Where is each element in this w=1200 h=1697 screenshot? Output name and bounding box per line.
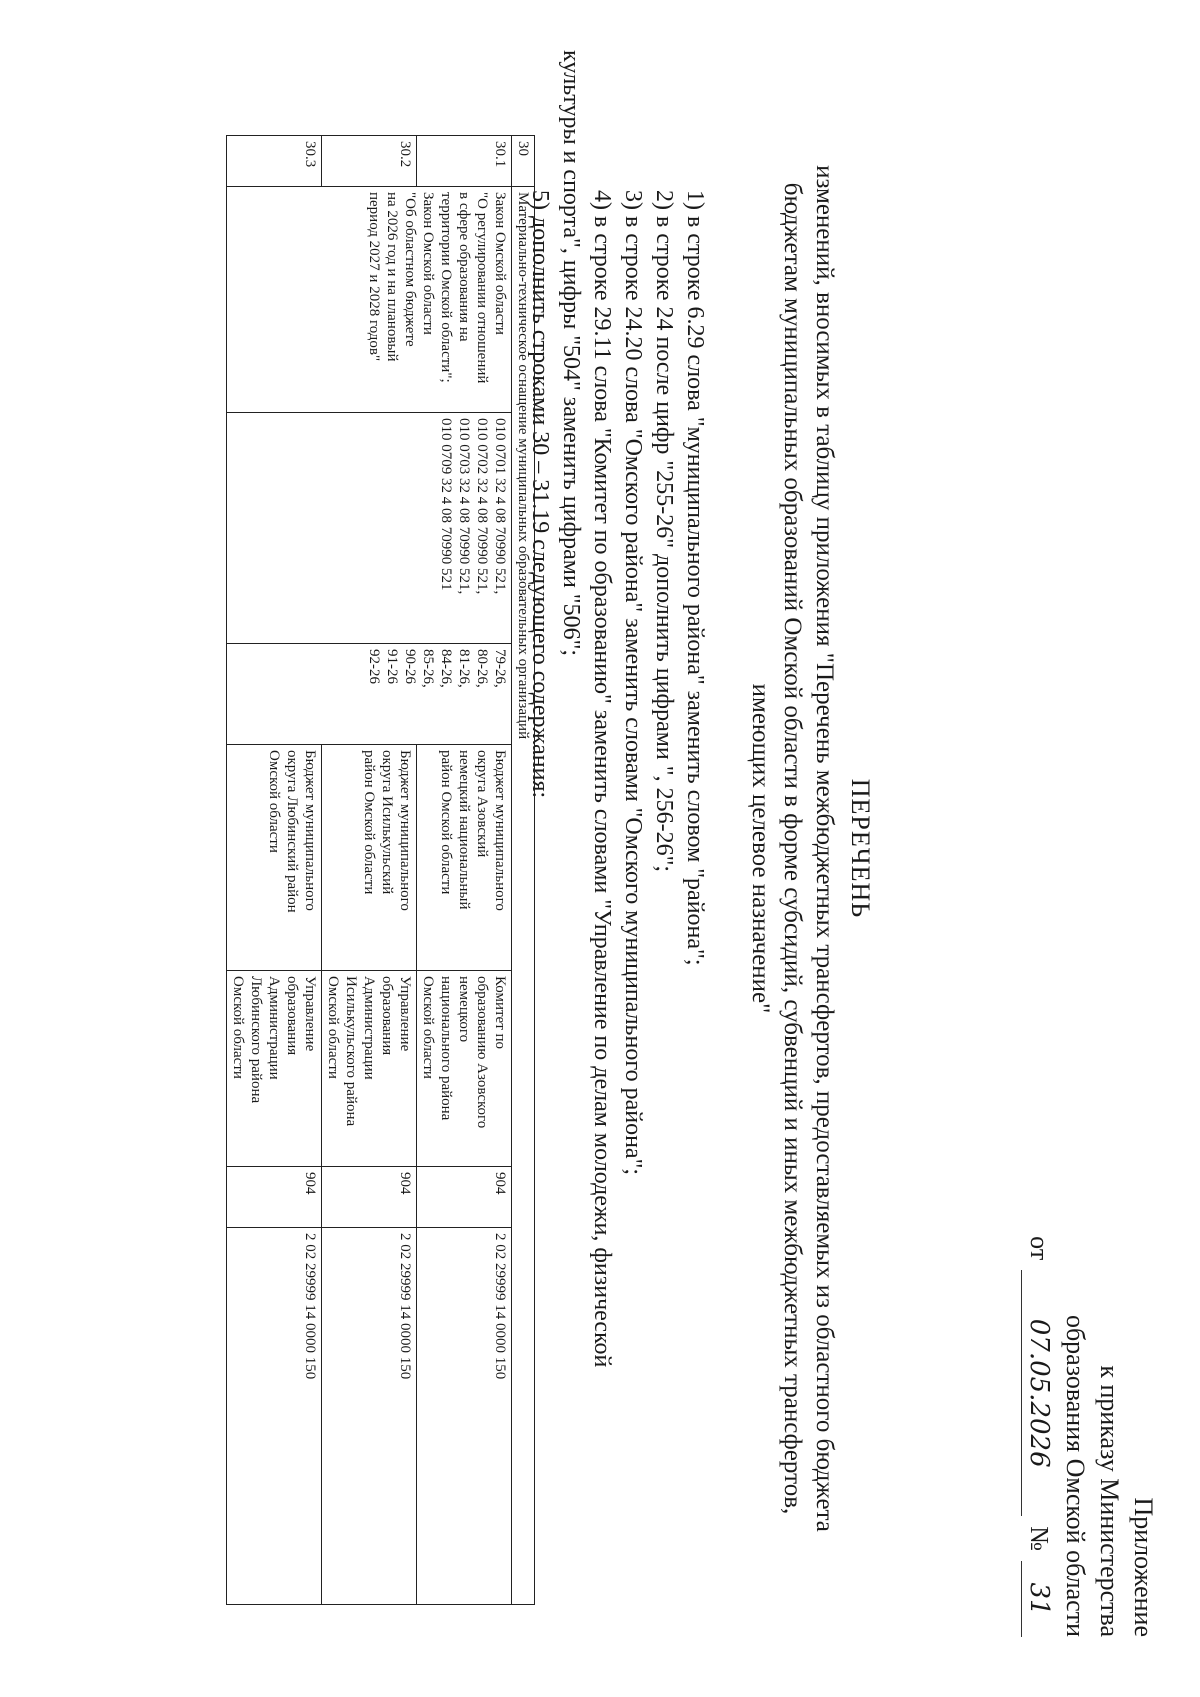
table-row [417,136,512,1605]
date-number-line [1021,1167,1056,1637]
administrator-cell [322,971,417,1167]
change-item: 1) в строке 6.29 слова "муниципального района" заменить словом "района"; [682,190,708,966]
revenue-code-cell: 2 02 29999 14 0000 150 [227,1228,322,1605]
row-number: 30.2 [322,136,417,187]
administrator-cell [417,971,512,1167]
act-number: 81-26, [456,649,472,688]
change-item: 3) в строке 24.20 слова "Омского района" заменить словами "Омского муниципального района"; [620,190,646,1176]
kbk-line: 010 0701 32 4 08 70990 521, [492,418,508,595]
admin-code-cell: 904 [322,1167,417,1228]
admin-line: Омской области [420,976,436,1079]
kbk-line: 010 0709 32 4 08 70990 521 [438,418,454,591]
admin-line: образования [379,976,395,1056]
law-line: "О регулировании отношений [474,192,490,384]
admin-line: Исилькульского района [343,976,359,1127]
recipient-budget-cell [322,745,417,971]
admin-code-cell: 904 [417,1167,512,1228]
law-line: "Об областном бюджете [402,192,418,347]
law-line: на 2026 год и на плановый [384,192,400,362]
admin-line: образования [284,976,300,1056]
table-section-row [512,136,535,1605]
budget-line: немецкий национальный [456,750,472,910]
order-number: 31 [1021,1561,1056,1637]
row-number: 30.1 [417,136,512,187]
order-reference: к приказу Министерства [1095,1365,1124,1637]
law-line: в сфере образования на [456,192,472,342]
budget-line: Омской области [266,750,282,853]
law-line: территории Омской области"; [438,192,454,383]
budget-line: район Омской области [361,750,377,895]
act-number: 91-26 [384,649,400,684]
section-number: 30 [512,136,535,187]
act-number: 79-26, [492,649,508,688]
admin-line: Омской области [230,976,246,1079]
admin-line: Управление [397,976,413,1052]
act-number: 90-26 [402,649,418,684]
ministry-name: образования Омской области [1061,1314,1090,1637]
from-prefix: от [1025,1236,1054,1261]
law-line: Закон Омской области [492,192,508,335]
appendix-header [1021,1167,1160,1637]
revenue-code-cell: 2 02 29999 14 0000 150 [417,1228,512,1605]
section-title: Материально-техническое оснащение муниципальных образовательных организаций [512,187,535,1605]
kbk-line: 010 0702 32 4 08 70990 521, [474,418,490,595]
budget-line: округа Исилькульский [379,750,395,895]
admin-line: Администрации [266,976,282,1080]
change-items-list [524,50,710,1610]
act-number: 85-26, [420,649,436,688]
change-item: 2) в строке 24 после цифр "255-26" дополнить цифрами ", 256-26"; [651,190,677,873]
row-number: 30.3 [227,136,322,187]
change-item: 4) в строке 29.11 слова "Комитет по образованию" заменить словами "Управление по делам молодежи, физической [589,190,615,1368]
budget-line: округа Азовский [474,750,490,858]
admin-line: Любинского района [248,976,264,1104]
admin-line: образованию Азовского [474,976,490,1129]
revenue-code-cell: 2 02 29999 14 0000 150 [322,1228,417,1605]
budget-line: Бюджет муниципального [397,750,413,911]
law-line: Закон Омской области [420,192,436,335]
admin-line: национального района [438,976,454,1121]
admin-code-cell: 904 [227,1167,322,1228]
recipient-budget-cell [417,745,512,971]
document-title: ПЕРЕЧЕНЬ [846,778,875,919]
admin-line: Администрации [361,976,377,1080]
law-line: период 2027 и 2028 годов" [366,192,382,362]
transfers-table [226,135,535,1605]
admin-line: немецкого [456,976,472,1043]
kbk-line: 010 0703 32 4 08 70990 521, [456,418,472,595]
act-number: 92-26 [366,649,382,684]
change-item: 5) дополнить строками 30 – 31.19 следующего содержания: [527,190,553,799]
appendix-label: Приложение [1129,1497,1158,1637]
budget-line: Бюджет муниципального [302,750,318,911]
budget-line: район Омской области [438,750,454,895]
document-subtitle: изменений, вносимых в таблицу приложения "Перечень межбюджетных трансфертов, предоставляемых из областного бюджета бюджетам муниципальных образований Омской области в форме субсидий, субвенций и иных межбюджетных трансфертов, имеющих целевое назначение" [747,165,838,1532]
admin-line: Комитет по [492,976,508,1050]
legal-basis-cell [227,187,512,413]
act-numbers-cell [227,644,512,745]
number-prefix: № [1025,1526,1054,1551]
budget-classification-cell [227,413,512,644]
order-date: 07.05.2026 [1021,1270,1056,1516]
budget-line: Бюджет муниципального [492,750,508,911]
budget-line: округа Любинский район [284,750,300,913]
change-item-continuation: культуры и спорта", цифры "504" заменить цифрами "506"; [558,50,584,657]
act-number: 80-26, [474,649,490,688]
admin-line: Управление [302,976,318,1052]
admin-line: Омской области [325,976,341,1079]
administrator-cell [227,971,322,1167]
recipient-budget-cell [227,745,322,971]
act-number: 84-26, [438,649,454,688]
